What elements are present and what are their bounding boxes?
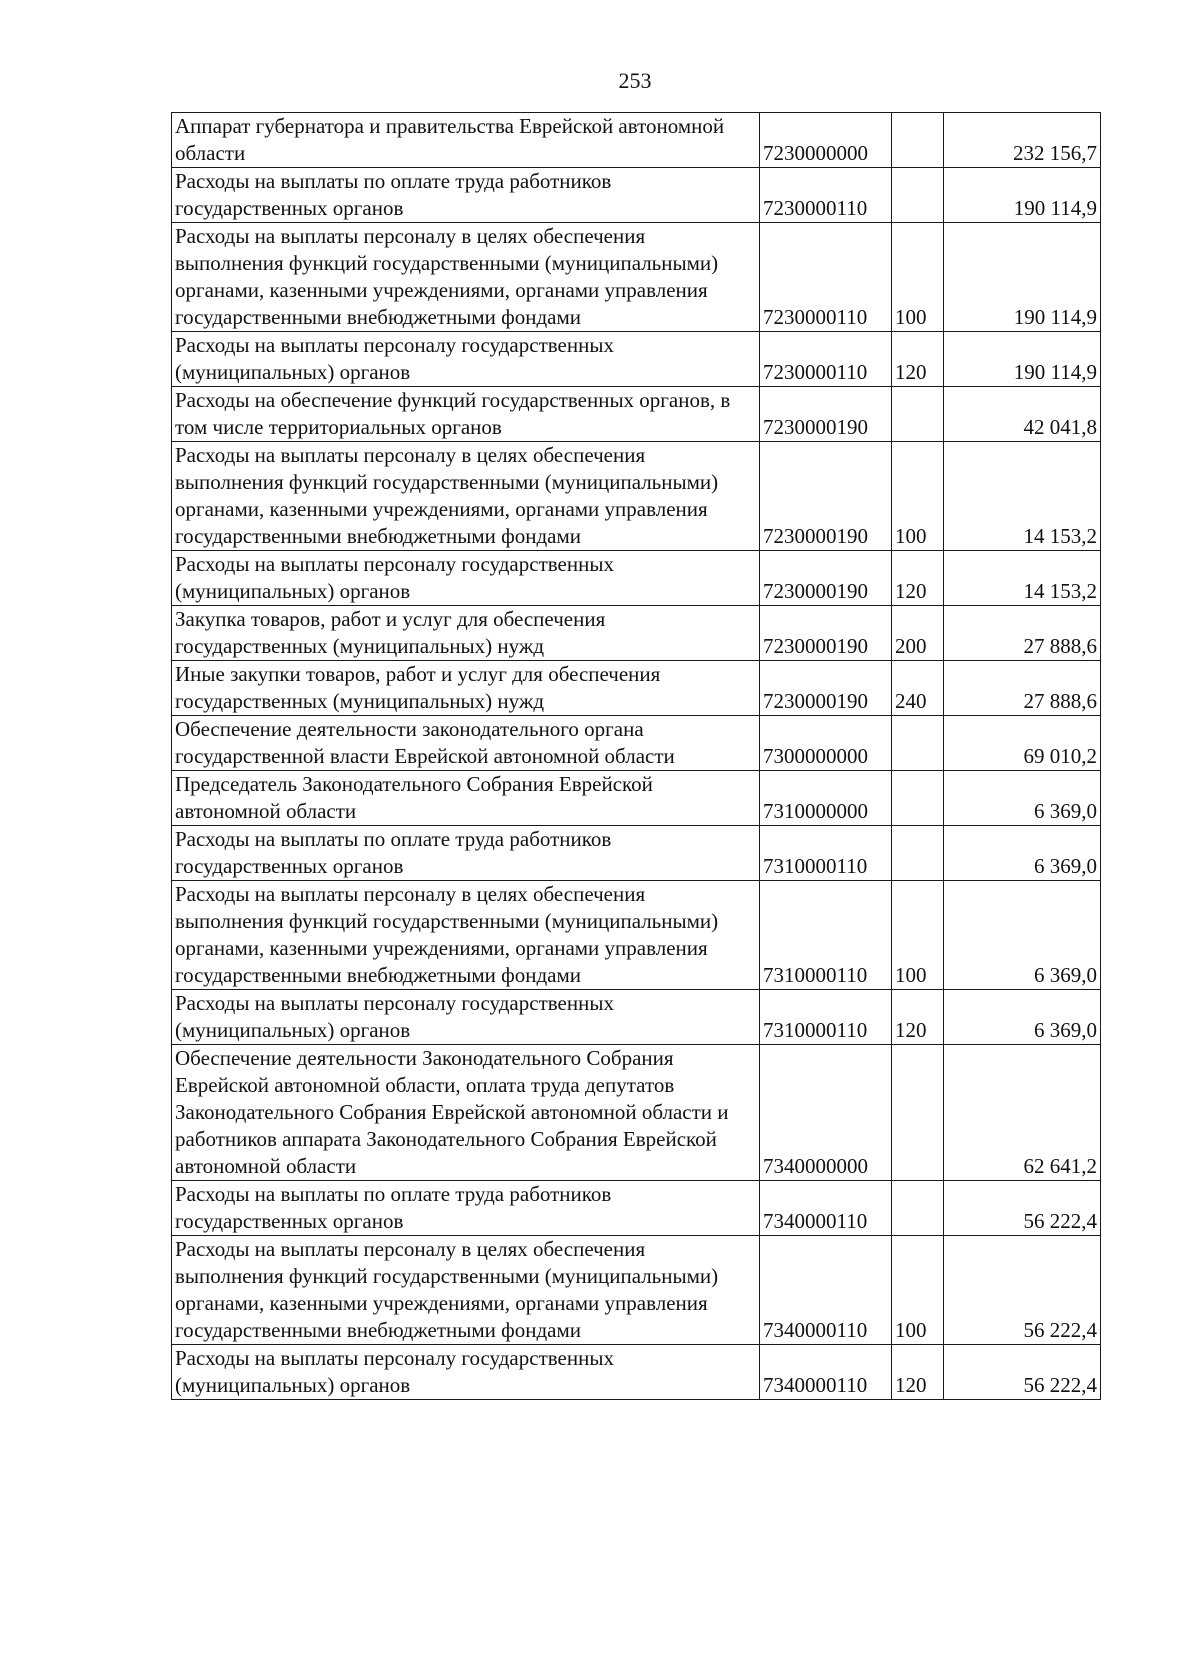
row-name: Обеспечение деятельности Законодательного Собрания Еврейской автономной области, оплата труда депутатов Законодательного Собрания Еврейской автономной области и работников аппарата Законодательного Собрания Еврейской автономной области: [172, 1045, 760, 1181]
row-code: 7230000190: [760, 442, 892, 551]
row-name: Расходы на выплаты по оплате труда работников государственных органов: [172, 826, 760, 881]
page-number: 253: [618, 68, 652, 93]
row-type: 100: [892, 1236, 944, 1345]
row-code: 7230000110: [760, 332, 892, 387]
row-code: 7230000190: [760, 661, 892, 716]
row-amount: 27 888,6: [944, 661, 1101, 716]
row-amount: 42 041,8: [944, 387, 1101, 442]
row-code: 7310000110: [760, 826, 892, 881]
row-code: 7310000110: [760, 990, 892, 1045]
row-amount: 69 010,2: [944, 716, 1101, 771]
row-name: Расходы на выплаты персоналу государственных (муниципальных) органов: [172, 1345, 760, 1400]
row-amount: 62 641,2: [944, 1045, 1101, 1181]
table-row: [172, 881, 1101, 990]
row-name: Закупка товаров, работ и услуг для обеспечения государственных (муниципальных) нужд: [172, 606, 760, 661]
table-row: [172, 223, 1101, 332]
row-name: Расходы на обеспечение функций государственных органов, в том числе территориальных органов: [172, 387, 760, 442]
row-type: 100: [892, 881, 944, 990]
row-code: 7310000000: [760, 771, 892, 826]
table-row: [172, 661, 1101, 716]
row-code: 7230000190: [760, 606, 892, 661]
table-row: [172, 1236, 1101, 1345]
table-row: [172, 990, 1101, 1045]
row-code: 7340000110: [760, 1181, 892, 1236]
row-type: 100: [892, 442, 944, 551]
table-row: [172, 1181, 1101, 1236]
table-row: [172, 606, 1101, 661]
row-type: [892, 716, 944, 771]
row-amount: 56 222,4: [944, 1181, 1101, 1236]
row-amount: 6 369,0: [944, 771, 1101, 826]
table-row: [172, 826, 1101, 881]
row-code: 7230000190: [760, 387, 892, 442]
row-code: 7230000000: [760, 113, 892, 168]
row-amount: 6 369,0: [944, 881, 1101, 990]
table-row: [172, 551, 1101, 606]
row-name: Расходы на выплаты персоналу в целях обеспечения выполнения функций государственными (муниципальными) органами, казенными учреждениями, органами управления государственными внебюджетными фондами: [172, 1236, 760, 1345]
row-name: Обеспечение деятельности законодательного органа государственной власти Еврейской автономной области: [172, 716, 760, 771]
row-type: 240: [892, 661, 944, 716]
row-type: [892, 168, 944, 223]
row-amount: 6 369,0: [944, 826, 1101, 881]
table-row: [172, 442, 1101, 551]
row-code: 7340000110: [760, 1345, 892, 1400]
row-name: Расходы на выплаты по оплате труда работников государственных органов: [172, 168, 760, 223]
table-row: [172, 1045, 1101, 1181]
row-code: 7310000110: [760, 881, 892, 990]
row-amount: 14 153,2: [944, 551, 1101, 606]
row-code: 7230000190: [760, 551, 892, 606]
row-code: 7340000000: [760, 1045, 892, 1181]
row-name: Расходы на выплаты персоналу в целях обеспечения выполнения функций государственными (муниципальными) органами, казенными учреждениями, органами управления государственными внебюджетными фондами: [172, 881, 760, 990]
row-name: Расходы на выплаты персоналу государственных (муниципальных) органов: [172, 551, 760, 606]
row-type: 120: [892, 990, 944, 1045]
table-row: [172, 168, 1101, 223]
row-name: Аппарат губернатора и правительства Еврейской автономной области: [172, 113, 760, 168]
table-row: [172, 771, 1101, 826]
row-amount: 14 153,2: [944, 442, 1101, 551]
row-type: [892, 1045, 944, 1181]
row-type: 200: [892, 606, 944, 661]
row-name: Расходы на выплаты персоналу в целях обеспечения выполнения функций государственными (муниципальными) органами, казенными учреждениями, органами управления государственными внебюджетными фондами: [172, 442, 760, 551]
row-amount: 190 114,9: [944, 168, 1101, 223]
row-type: 120: [892, 551, 944, 606]
table-row: [172, 1345, 1101, 1400]
row-type: [892, 771, 944, 826]
row-type: [892, 826, 944, 881]
row-type: 100: [892, 223, 944, 332]
row-code: 7230000110: [760, 168, 892, 223]
row-type: [892, 1181, 944, 1236]
row-amount: 27 888,6: [944, 606, 1101, 661]
budget-table-body: [172, 113, 1101, 1400]
row-amount: 190 114,9: [944, 223, 1101, 332]
row-code: 7230000110: [760, 223, 892, 332]
row-type: 120: [892, 1345, 944, 1400]
row-type: [892, 113, 944, 168]
row-amount: 6 369,0: [944, 990, 1101, 1045]
row-code: 7340000110: [760, 1236, 892, 1345]
table-row: [172, 387, 1101, 442]
row-name: Расходы на выплаты персоналу государственных (муниципальных) органов: [172, 990, 760, 1045]
budget-table: [171, 112, 1101, 1400]
row-type: 120: [892, 332, 944, 387]
row-name: Иные закупки товаров, работ и услуг для обеспечения государственных (муниципальных) нужд: [172, 661, 760, 716]
row-amount: 56 222,4: [944, 1345, 1101, 1400]
table-row: [172, 113, 1101, 168]
row-amount: 232 156,7: [944, 113, 1101, 168]
row-amount: 190 114,9: [944, 332, 1101, 387]
row-amount: 56 222,4: [944, 1236, 1101, 1345]
row-name: Расходы на выплаты персоналу в целях обеспечения выполнения функций государственными (муниципальными) органами, казенными учреждениями, органами управления государственными внебюджетными фондами: [172, 223, 760, 332]
table-row: [172, 716, 1101, 771]
row-name: Расходы на выплаты по оплате труда работников государственных органов: [172, 1181, 760, 1236]
row-type: [892, 387, 944, 442]
table-row: [172, 332, 1101, 387]
row-name: Председатель Законодательного Собрания Еврейской автономной области: [172, 771, 760, 826]
row-name: Расходы на выплаты персоналу государственных (муниципальных) органов: [172, 332, 760, 387]
row-code: 7300000000: [760, 716, 892, 771]
